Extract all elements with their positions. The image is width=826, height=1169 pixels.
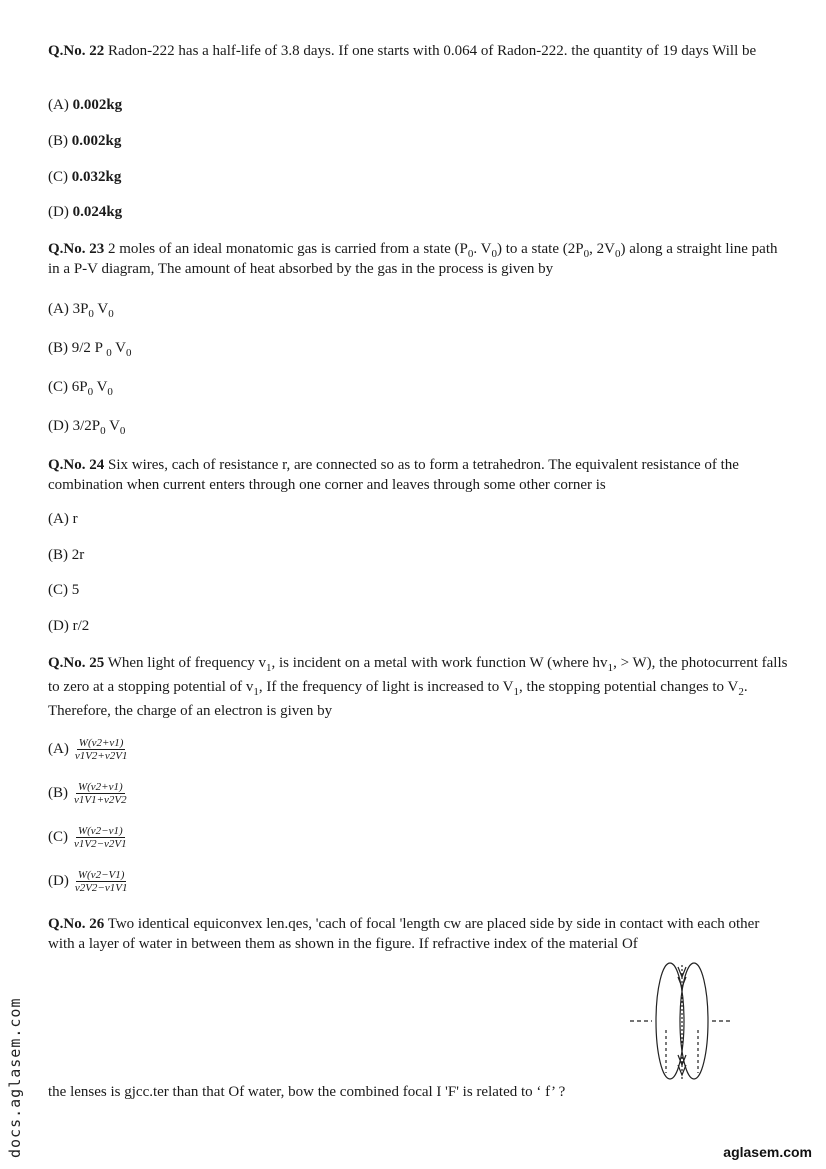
question-number: Q.No. 24 <box>48 457 105 473</box>
lens-figure <box>622 955 744 1091</box>
option-24-a: (A) r <box>48 511 78 527</box>
option-23-d: (D) $3/2P_0$ $V_0$ <box>48 418 126 437</box>
option-22-d: (D) 0.024kg <box>48 204 123 220</box>
fraction: $\frac{W(v2-v1)}{v1V2-v2V1}$ <box>74 825 127 850</box>
question-number: Q.No. 26 <box>48 916 105 932</box>
option-25-a: (A) $\frac{W(v2+v1)}{v1V2+v2V1}$ <box>48 737 128 762</box>
option-23-b: (B) 9/2 P $_0$ $V_0$ <box>48 340 132 359</box>
question-number: Q.No. 23 <box>48 241 105 257</box>
question-26 <box>48 914 788 954</box>
question-25: Q.No. 25 When light of frequency $v_1$, is incident on a metal with work function W (where $hv_1$, > W), the photocurrent falls to zero at a stopping potential of $v_1$, If the frequency of light is increased to $V_1$, the stopping potential changes to $V_2$. Therefore, the charge of an electron is given by <box>48 655 788 719</box>
option-25-b: (B) $\frac{W(v2+v1)}{v1V1+v2V2}$ <box>48 781 127 806</box>
question-number: Q.No. 22 <box>48 43 105 59</box>
question-text: Two identical equiconvex len.qes, 'cach of focal 'length cw are placed side by side in contact with each other with a layer of water in between them as shown in the figure. If refractive index of the material Of <box>48 916 760 952</box>
option-25-d: (D) $\frac{W(v2-V1)}{v2V2-v1V1}$ <box>48 869 128 894</box>
question-24 <box>48 455 788 495</box>
question-text: Radon-222 has a half-life of 3.8 days. If one starts with 0.064 of Radon-222. the quantity of 19 days Will be <box>104 43 757 59</box>
fraction: $\frac{W(v2+v1)}{v1V1+v2V2}$ <box>74 781 127 806</box>
watermark: docs.aglasem.com <box>6 997 24 1158</box>
option-22-b: (B) 0.002kg <box>48 133 122 149</box>
fraction: $\frac{W(v2+v1)}{v1V2+v2V1}$ <box>74 737 128 762</box>
footer-brand: aglasem.com <box>723 1144 812 1160</box>
option-24-d: (D) r/2 <box>48 618 90 634</box>
option-23-a: (A) $3P_0$ $V_0$ <box>48 301 114 320</box>
question-text: Six wires, cach of resistance r, are connected so as to form a tetrahedron. The equivalent resistance of the combination when current enters through one corner and leaves through some other corner is <box>48 457 739 493</box>
option-25-c: (C) $\frac{W(v2-v1)}{v1V2-v2V1}$ <box>48 825 127 850</box>
question-26-continued: the lenses is gjcc.ter than that Of water, bow the combined focal I 'F' is related to ‘ f’ ? <box>48 1084 566 1100</box>
option-22-c: (C) 0.032kg <box>48 169 122 185</box>
fraction: $\frac{W(v2-V1)}{v2V2-v1V1}$ <box>74 869 128 894</box>
option-23-c: (C) $6P_0$ $V_0$ <box>48 379 113 398</box>
option-24-c: (C) 5 <box>48 582 80 598</box>
option-22-a: (A) 0.002kg <box>48 97 123 113</box>
option-24-b: (B) 2r <box>48 547 85 563</box>
question-number: Q.No. 25 <box>48 655 105 671</box>
question-23: Q.No. 23 2 moles of an ideal monatomic gas is carried from a state ($P_0$. $V_0$) to a state ($2P_0$, $2V_0$) along a straight line path in a P-V diagram, The amount of heat absorbed by the gas in the process is given by <box>48 241 778 277</box>
question-22 <box>48 41 788 61</box>
